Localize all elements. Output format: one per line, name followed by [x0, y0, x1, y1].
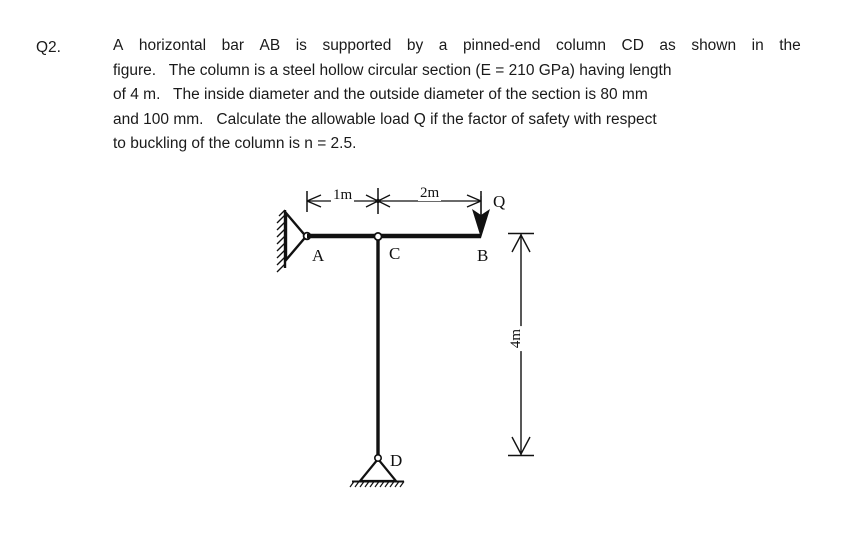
- q4-seg2: Calculate the allowable load: [216, 110, 410, 128]
- q1-w3: bar: [221, 37, 244, 54]
- q1-w1: A: [113, 37, 124, 54]
- ground-hatch-icon: [350, 482, 404, 488]
- q3-seg2: The inside diameter and the outside diameter of the section is 80 mm: [173, 86, 648, 104]
- q1-w14: in: [751, 37, 764, 54]
- q1-w7: by: [406, 37, 424, 54]
- question-number: Q2.: [36, 39, 61, 56]
- q1-w6: supported: [322, 37, 392, 54]
- q1-w9: pinned-end: [462, 37, 541, 54]
- q4-term-q: Q: [413, 110, 426, 128]
- q1-w15: the: [779, 37, 801, 54]
- wall-hatch-icon: [277, 210, 285, 272]
- dimension-label-cd: 4m: [508, 326, 525, 351]
- q3-seg1: of 4 m.: [113, 86, 161, 104]
- label-point-a: A: [312, 246, 325, 265]
- down-arrow-icon-load: [472, 196, 490, 238]
- dimension-label-ac: 1m: [333, 187, 353, 203]
- q1-w2: horizontal: [138, 37, 207, 54]
- label-load-q: Q: [493, 192, 506, 211]
- dimension-label-cb: 2m: [420, 185, 440, 201]
- q5-seg1: to buckling of the column is n = 2.5.: [113, 135, 357, 153]
- q1-w8: a: [438, 37, 448, 54]
- hinge-icon-c: [374, 233, 381, 240]
- q1-term-ab: AB: [259, 37, 281, 54]
- q1-w5: is: [295, 37, 307, 54]
- q1-w10: column: [556, 37, 606, 54]
- q1-w12: as: [659, 37, 676, 54]
- q2-seg1: figure.: [113, 61, 157, 79]
- q1-term-cd: CD: [621, 37, 644, 54]
- q4-seg4: if the factor of safety with respect: [430, 110, 657, 128]
- q1-w13: shown: [691, 37, 737, 54]
- label-point-d: D: [390, 451, 403, 470]
- label-point-c: C: [389, 244, 401, 263]
- q4-seg1: and 100 mm.: [113, 110, 204, 128]
- q2-seg2: The column is a steel hollow circular section (E = 210 GPa) having length: [168, 61, 672, 79]
- label-point-b: B: [477, 246, 489, 265]
